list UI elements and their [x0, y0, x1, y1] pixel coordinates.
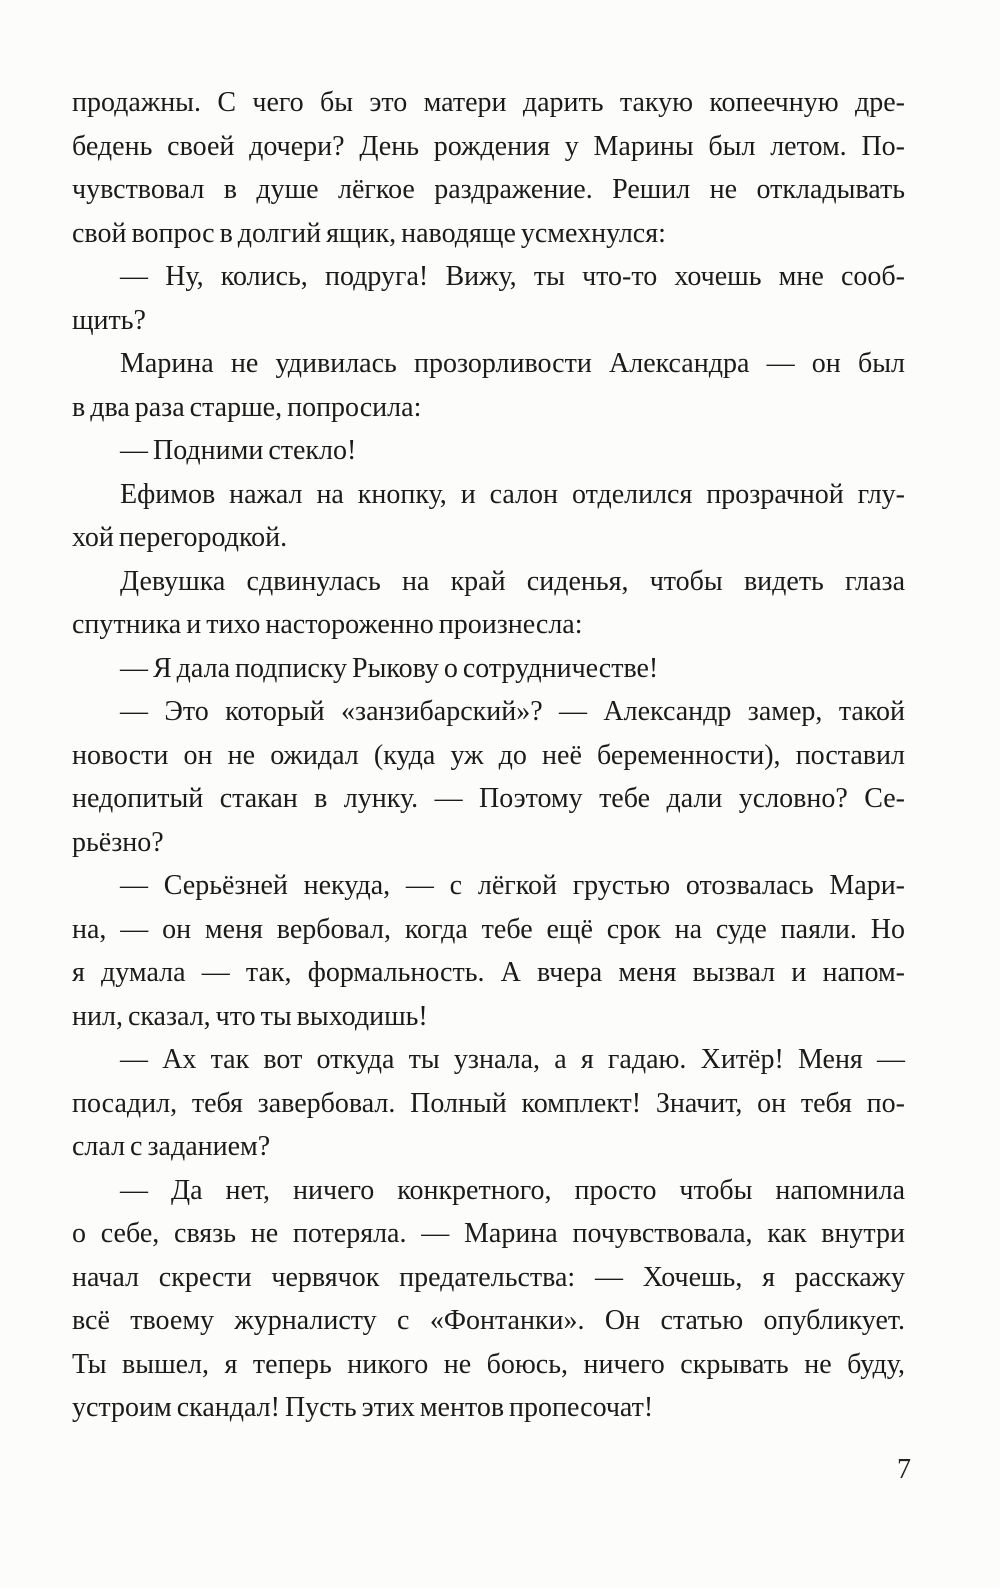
text-line: слал с заданием? [72, 1131, 271, 1162]
text-line: в два раза старше, попросила: [72, 391, 422, 423]
paragraph [72, 429, 905, 473]
text-line: — Подними стекло! [120, 435, 357, 466]
text-line: щить? [72, 304, 146, 336]
paragraph [72, 560, 905, 647]
text-line: Ты вышел, я теперь никого не боюсь, ничего скрывать не буду, [72, 1348, 905, 1380]
paragraph [72, 1169, 905, 1430]
text-line: всё твоему журналисту с «Фонтанки». Он статью опубликует. [72, 1305, 905, 1336]
text-line: чувствовал в душе лёгкое раздражение. Решил не откладывать [72, 174, 905, 205]
text-line: — Я дала подписку Рыкову о сотрудничестве! [120, 652, 659, 684]
paragraph [72, 864, 905, 1038]
text-line: о себе, связь не потеряла. — Марина почувствовала, как внутри [72, 1218, 905, 1249]
text-line: недопитый стакан в лунку. — Поэтому тебе дали условно? Се- [72, 783, 905, 814]
text-line: Девушка сдвинулась на край сиденья, чтобы видеть глаза [120, 565, 905, 597]
text-line: я думала — так, формальность. А вчера меня вызвал и напом- [72, 957, 905, 988]
text-line: Ефимов нажал на кнопку, и салон отделился прозрачной глу- [120, 478, 905, 510]
text-line: спутника и тихо настороженно произнесла: [72, 609, 583, 640]
text-line: рьёзно? [72, 826, 164, 858]
text-line: на, — он меня вербовал, когда тебе ещё срок на суде паяли. Но [72, 913, 905, 945]
text-line: Марина не удивилась прозорливости Александра — он был [120, 348, 905, 379]
text-line: нил, сказал, что ты выходишь! [72, 1000, 428, 1032]
paragraph [72, 690, 905, 864]
paragraph [72, 81, 905, 255]
page-number: 7 [897, 1454, 911, 1485]
text-line: — Это который «занзибарский»? — Александр замер, такой [120, 696, 905, 727]
paragraph [72, 342, 905, 429]
text-line: начал скрести червячок предательства: — Хочешь, я расскажу [72, 1261, 905, 1293]
text-line: посадил, тебя завербовал. Полный комплект! Значит, он тебя по- [72, 1087, 905, 1119]
paragraph [72, 255, 905, 342]
text-line: — Ну, колись, подруга! Вижу, ты что-то хочешь мне сооб- [120, 261, 905, 292]
paragraph [72, 1038, 905, 1169]
text-line: — Да нет, ничего конкретного, просто чтобы напомнила [120, 1174, 905, 1206]
text-line: бедень своей дочери? День рождения у Марины был летом. По- [72, 130, 905, 162]
paragraph [72, 473, 905, 560]
page-text-block [72, 81, 905, 1430]
text-line: устроим скандал! Пусть этих ментов пропесочат! [72, 1392, 654, 1423]
text-line: новости он не ожидал (куда уж до неё беременности), поставил [72, 739, 905, 771]
text-line: — Серьёзней некуда, — с лёгкой грустью отозвалась Мари- [120, 870, 905, 901]
paragraph [72, 647, 905, 691]
text-line: свой вопрос в долгий ящик, наводяще усмехнулся: [72, 217, 666, 249]
text-line: продажны. С чего бы это матери дарить такую копеечную дре- [72, 87, 905, 118]
text-line: хой перегородкой. [72, 522, 288, 553]
text-line: — Ах так вот откуда ты узнала, а я гадаю. Хитёр! Меня — [120, 1044, 905, 1075]
